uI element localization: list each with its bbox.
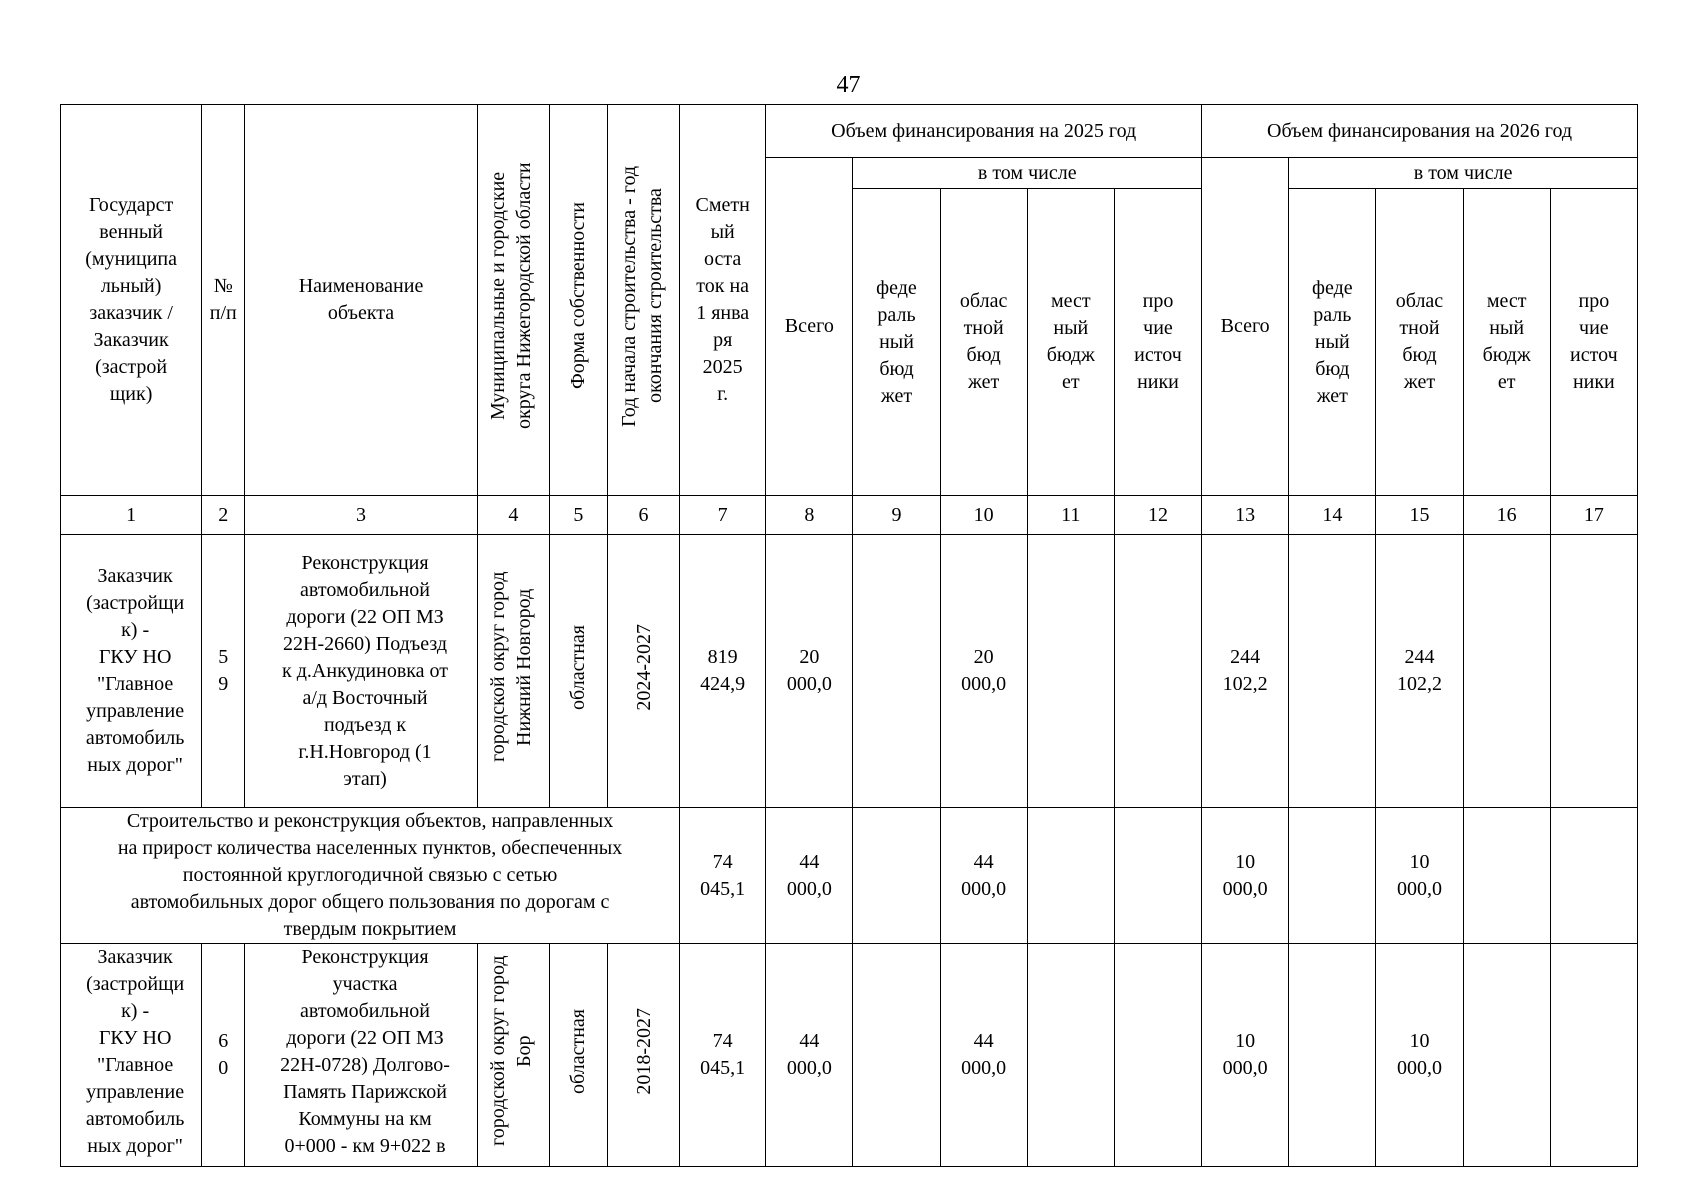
years-cell: 2018-2027 [607, 944, 679, 1167]
other-2026-cell [1550, 535, 1637, 808]
table-row [61, 944, 1638, 1167]
column-number: 5 [549, 496, 607, 535]
row-number-cell: 5 9 [202, 535, 245, 808]
federal-2026-cell [1289, 944, 1376, 1167]
row-number-cell: 6 0 [202, 944, 245, 1167]
regional-2025-cell: 20 000,0 [940, 535, 1027, 808]
header-remainder: Сметн ый оста ток на 1 янва ря 2025 г. [680, 105, 766, 496]
header-total-2026: Всего [1202, 158, 1289, 496]
column-number: 14 [1289, 496, 1376, 535]
column-number: 8 [766, 496, 853, 535]
years-cell: 2024-2027 [607, 535, 679, 808]
header-federal-2026: феде раль ный бюд жет [1289, 189, 1376, 496]
header-other-2025: про чие источ ники [1114, 189, 1201, 496]
header-object-name: Наименование объекта [245, 105, 477, 496]
remainder-cell: 819 424,9 [680, 535, 766, 808]
total-2025-cell: 44 000,0 [766, 944, 853, 1167]
column-number: 1 [61, 496, 202, 535]
local-2026-cell [1463, 535, 1550, 808]
ownership-cell: областная [549, 535, 607, 808]
regional-2026-cell: 10 000,0 [1376, 944, 1463, 1167]
total-2026-cell: 244 102,2 [1202, 535, 1289, 808]
federal-2025-cell [853, 944, 940, 1167]
local-2025-cell [1027, 535, 1114, 808]
column-number: 10 [940, 496, 1027, 535]
ownership-cell: областная [549, 944, 607, 1167]
object-name-cell: Реконструкция автомобильной дороги (22 ОП МЗ 22Н-2660) Подъезд к д.Анкудиновка от а/д Восточный подъезд к г.Н.Новгород (1 этап) [245, 535, 477, 808]
section-total-2025-cell: 44 000,0 [766, 808, 853, 944]
column-number: 3 [245, 496, 477, 535]
header-regional-2025: облас тной бюд жет [940, 189, 1027, 496]
federal-2026-cell [1289, 535, 1376, 808]
column-number: 2 [202, 496, 245, 535]
column-number: 11 [1027, 496, 1114, 535]
header-local-2026: мест ный бюдж ет [1463, 189, 1550, 496]
local-2026-cell [1463, 944, 1550, 1167]
header-ownership: Форма собственности [549, 105, 607, 496]
header-number: № п/п [202, 105, 245, 496]
header-years: Год начала строительства - год окончания строительства [607, 105, 679, 496]
customer-cell: Заказчик (застройщи к) - ГКУ НО "Главное управление автомобиль ных дорог" [61, 535, 202, 808]
header-total-2025: Всего [766, 158, 853, 496]
total-2026-cell: 10 000,0 [1202, 944, 1289, 1167]
column-number: 7 [680, 496, 766, 535]
other-2025-cell [1114, 944, 1201, 1167]
column-number: 4 [477, 496, 549, 535]
page-number: 47 [836, 72, 861, 98]
header-municipality: Муниципальные и городские округа Нижегородской области [477, 105, 549, 496]
remainder-cell: 74 045,1 [680, 944, 766, 1167]
other-2025-cell [1114, 535, 1201, 808]
header-other-2026: про чие источ ники [1550, 189, 1637, 496]
section-title: Строительство и реконструкция объектов, направленных на прирост количества населенных пунктов, обеспеченных постоянной круглогодичной связью с сетью автомобильных дорог общего пользования по дорогам с твердым покрытием [61, 808, 680, 944]
column-number: 17 [1550, 496, 1637, 535]
header-including-2025: в том числе [853, 158, 1202, 189]
customer-cell: Заказчик (застройщи к) - ГКУ НО "Главное управление автомобиль ных дорог" [61, 944, 202, 1167]
section-regional-2025-cell: 44 000,0 [940, 808, 1027, 944]
section-total-2026-cell: 10 000,0 [1202, 808, 1289, 944]
header-local-2025: мест ный бюдж ет [1027, 189, 1114, 496]
column-numbers-row [61, 496, 1638, 535]
table-row [61, 535, 1638, 808]
column-number: 12 [1114, 496, 1201, 535]
section-local-2026-cell [1463, 808, 1550, 944]
municipality-cell: городской округ город Бор [477, 944, 549, 1167]
municipality-cell: городской округ город Нижний Новгород [477, 535, 549, 808]
financing-table [60, 104, 1638, 1167]
local-2025-cell [1027, 944, 1114, 1167]
column-number: 13 [1202, 496, 1289, 535]
total-2025-cell: 20 000,0 [766, 535, 853, 808]
section-row [61, 808, 1638, 944]
column-number: 15 [1376, 496, 1463, 535]
section-remainder-cell: 74 045,1 [680, 808, 766, 944]
header-financing-2025: Объем финансирования на 2025 год [766, 105, 1202, 158]
regional-2026-cell: 244 102,2 [1376, 535, 1463, 808]
column-number: 9 [853, 496, 940, 535]
header-financing-2026: Объем финансирования на 2026 год [1202, 105, 1638, 158]
other-2026-cell [1550, 944, 1637, 1167]
regional-2025-cell: 44 000,0 [940, 944, 1027, 1167]
header-customer: Государст венный (муниципа льный) заказчик / Заказчик (застрой щик) [61, 105, 202, 496]
section-other-2026-cell [1550, 808, 1637, 944]
header-including-2026: в том числе [1289, 158, 1638, 189]
section-other-2025-cell [1114, 808, 1201, 944]
header-row-1 [61, 105, 1638, 158]
federal-2025-cell [853, 535, 940, 808]
section-federal-2025-cell [853, 808, 940, 944]
header-regional-2026: облас тной бюд жет [1376, 189, 1463, 496]
column-number: 16 [1463, 496, 1550, 535]
section-local-2025-cell [1027, 808, 1114, 944]
section-federal-2026-cell [1289, 808, 1376, 944]
section-regional-2026-cell: 10 000,0 [1376, 808, 1463, 944]
object-name-cell: Реконструкция участка автомобильной дороги (22 ОП МЗ 22Н-0728) Долгово- Память Парижской Коммуны на км 0+000 - км 9+022 в [245, 944, 477, 1167]
column-number: 6 [607, 496, 679, 535]
header-federal-2025: феде раль ный бюд жет [853, 189, 940, 496]
